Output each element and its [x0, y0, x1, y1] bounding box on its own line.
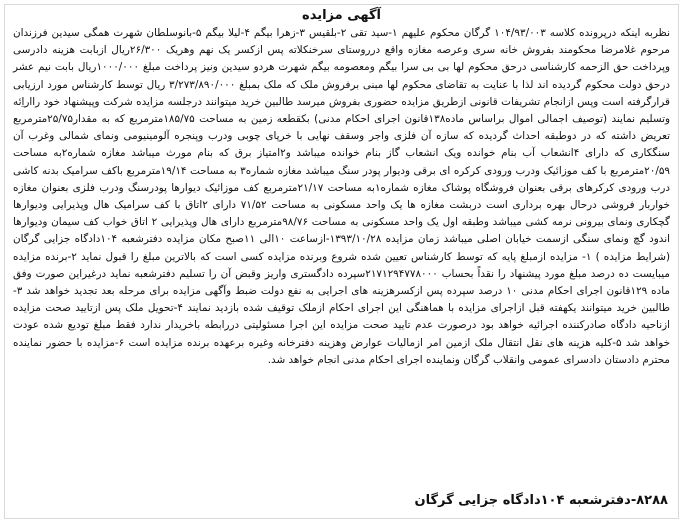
- notice-footer: ۸۲۸۸-دفترشعبه ۱۰۴دادگاه جزایی گرگان: [414, 493, 668, 508]
- notice-title: آگهی مزایده: [302, 8, 381, 23]
- notice-body: نظربه اینکه درپرونده کلاسه ۱۰۴/۹۳/۰۰۳ گرگان محکوم علیهم ۱-سید تقی ۲-بلقیس ۳-زهرا بیگم ۴-لیلا بیگم ۵-بانوسلطان شهرت همگی سیدین فرزندان مرحوم غلامرضا محکومند بفروش خانه سری وعرصه مغازه واقع درروستای سرخنکلاته پس ازکسر یک نهم وهریک ۲۶/۳۰۰ریال ازبابت هزینه دادرسی وپرداخت حق الزحمه کارشناسی درحق محکوم لها بی بی سرا بیگم ومعصومه بیگم شهرت هردو سیدین ونیز پرداخت مبلغ ۱۰۰۰/۰۰۰ریال بابت نیم عشر درحق دولت محکوم گردیده اند لذا با عنایت به تقاضای محکوم لها مبنی برفروش ملک که ملک بمبلغ ۳/۲۷۳/۸۹۰/۰۰۰ ریال توسط کارشناس مورد ارزیابی قرارگرفته است وپس ازانجام تشریفات قانونی ازطریق مزایده حضوری بفروش میرسد طالبین خرید میتوانند درجلسه مزایده شرکت وپیشنهاد خود رااراِئه وتسلیم نمایند (توصیف اجمالی اموال براساس ماده۱۳۸قانون اجرای احکام مدنی) بکقطعه زمین به مساحت ۱۸۵/۷۵مترمربع که به مقدار۲۵/۷۵مترمربع تعریض داشته که در دوطبقه احداث گردیده که سازه آن فلزی واجر وسقف نهایی با خرپای چوبی ودرب وپنجره آلومینیومی ونمای شمالی وغرب آن سنگکاری که دارای ۴انشعاب آب بنام خوانده ویک انشعاب گاز بنام خوانده میباشد و۲امتیاز برق که بنام مورث میباشد مغازه شماره۲به مساحت ۲۰/۵۹مترمربع با کف موزائیک ودرب ورودی کرکره ای برقی ودیوار پودر سنگ میباشد مغازه شماره۳ به مساحت ۱۹/۱۴مترمربع باکف سرامیک بدنه کاشی درب ورودی کرکرهای برقی بعنوان فروشگاه پوشاک مغازه شماره۱به مساحت ۲۱/۱۷مترمربع کف موزائیک دیوارها پودرسنگ ودرب فلزی بعنوان مغازه خواربار فروشی درحال بهره برداری است دربشت مغازه ها یک واحد مسکونی به مساحت ۷۱/۵۲ دارای ۲اتاق با کف سرامیک هال وپذیرایی ودیوارها گچکاری ونمای بیرونی نرمه کشی میباشد وطبقه اول یک واحد مسکونی به مساحت ۹۸/۷۶مترمربع دارای هال وپذیرایی ۲ اتاق خواب کف سیمان ودیوارها اندود گچ ونمای سنگی ازسمت خیابان اصلی میباشد زمان مزایده ۱۳۹۳/۱۰/۲۸-ازساعت ۱۰الی ۱۱صبح مکان مزایده دفترشعبه ۱۰۴دادگاه جزایی گرگان (شرایط مزایده ) ۱- مزایده ازمبلغ پایه که توسط کارشناس تعیین شده شروع وبرنده مزایده کسی است که بالاترین مبلغ را قبول نماید ۲-برنده مزایده میبایست ده درصد مبلغ مورد پیشنهاد را نقداً بحساب ۲۱۷۱۲۹۴۷۷۸۰۰۰سپرده دادگستری واریز وقبض آن را تسلیم دفترشعبه نماید درغیراین صورت وفق ماده ۱۲۹قانون اجرای احکام مدنی ۱۰ درصد سپرده پس ازکسرهزینه های اجرایی به نفع دولت ضبط وآگهی مزایده برای مرحله بعد تجدید خواهد شد ۳-طالبین خرید میتوانند یکهفته قبل ازاجرای مزایده با هماهنگی این اجرای احکام ازملک توقیف شده بازدید نمایند ۴-تحویل ملک پس ازتایید صحت مزایده ازناحیه دادگاه صادرکننده اجرائیه خواهد بود درصورت عدم تایید صحت مزایده این اجرا مسئولیتی دررابطه باخریدار ندارد فقط مبلغ تودیع شده عودت خواهد شد ۵-کلیه هزینه های نقل انتقال ملک ازمین امر ازمالیات عوارض وهزینه دفترخانه وغیره برعهده برنده مزایده است ۶-مزایده با حضور نماینده محترم دادستان دادسرای عمومی وانقلاب گرگان ونماینده اجرای احکام مدنی انجام خواهد شد.: [13, 27, 671, 366]
- auction-notice: [4, 4, 679, 519]
